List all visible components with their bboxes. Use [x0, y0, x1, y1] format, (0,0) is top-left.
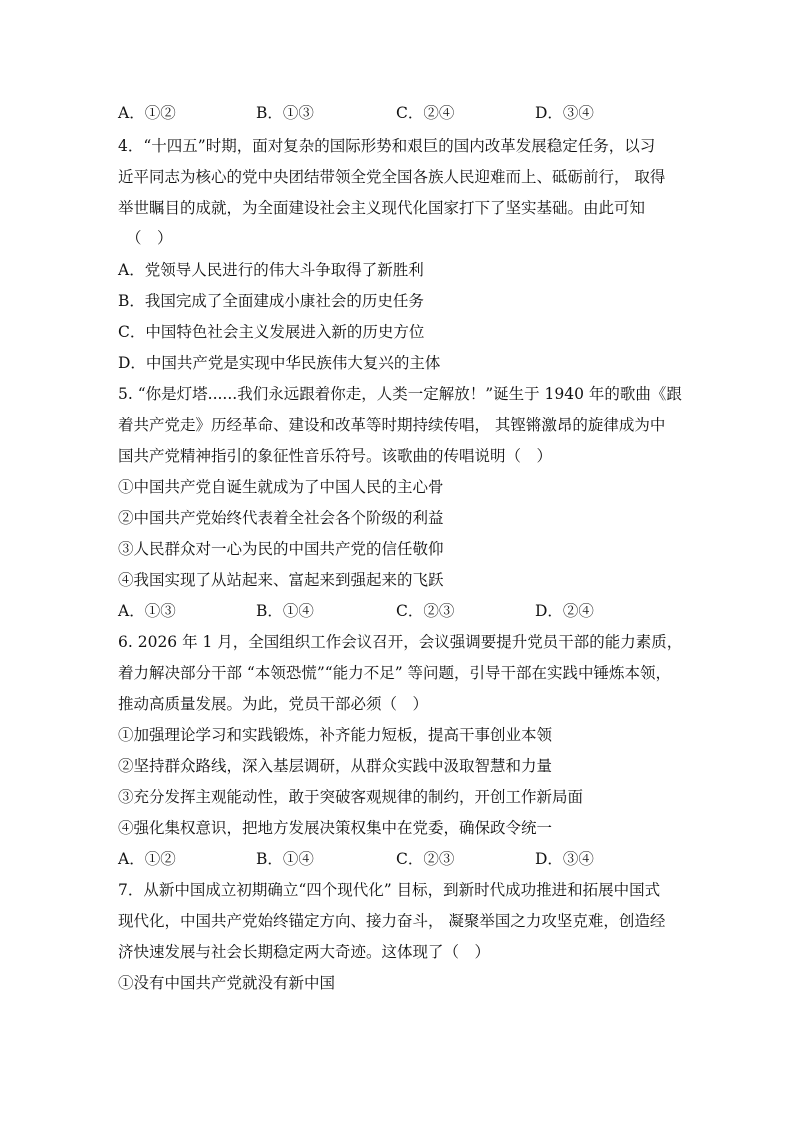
q6-stem-line-1: 6. 2026 年 1 月，全国组织工作会议召开，会议强调要提升党员干部的能力素质，	[118, 633, 683, 651]
q3-options	[118, 103, 678, 123]
q5-item-3: ③人民群众对一心为民的中国共产党的信任敬仰	[118, 540, 444, 558]
q4-choice-b[interactable]: B．我国完成了全面建成小康社会的历史任务	[118, 292, 424, 310]
q7-stem-line-3: 济快速发展与社会长期稳定两大奇迹。这体现了（ ）	[118, 943, 491, 961]
q4-choice-a[interactable]: A．党领导人民进行的伟大斗争取得了新胜利	[118, 261, 424, 279]
q6-item-4: ④强化集权意识，把地方发展决策权集中在党委，确保政令统一	[118, 819, 553, 837]
q5-stem-line-1: 5. “你是灯塔......我们永远跟着你走，人类一定解放！”诞生于 1940 年的歌曲《跟	[118, 385, 682, 403]
q6-option-c[interactable]: C．②③	[396, 850, 455, 868]
q6-item-1: ①加强理论学习和实践锻炼，补齐能力短板，提高干事创业本领	[118, 726, 553, 744]
q5-stem-line-2: 着共产党走》历经革命、建设和改革等时期持续传唱， 其铿锵激昂的旋律成为中	[118, 416, 666, 434]
q7-stem-line-2: 现代化，中国共产党始终锚定方向、接力奋斗， 凝聚举国之力攻坚克难，创造经	[118, 912, 666, 930]
q4-choice-d[interactable]: D．中国共产党是实现中华民族伟大复兴的主体	[118, 354, 441, 372]
q4-answer-blank: （ ）	[126, 229, 173, 247]
q3-option-d[interactable]: D．③④	[535, 104, 594, 122]
q6-stem-line-3: 推动高质量发展。为此，党员干部必须（ ）	[118, 695, 429, 713]
q5-option-c[interactable]: C．②③	[396, 602, 455, 620]
q5-options	[118, 601, 678, 621]
q4-stem-line-2: 近平同志为核心的党中央团结带领全党全国各族人民迎难而上、砥砺前行， 取得	[118, 168, 666, 186]
q6-options	[118, 849, 678, 869]
q3-option-c[interactable]: C．②④	[396, 104, 455, 122]
q6-option-a[interactable]: A．①②	[118, 850, 176, 868]
q5-option-d[interactable]: D．②④	[535, 602, 594, 620]
q6-option-d[interactable]: D．③④	[535, 850, 594, 868]
q5-option-b[interactable]: B．①④	[256, 602, 314, 620]
q6-option-b[interactable]: B．①④	[256, 850, 314, 868]
q6-stem-line-2: 着力解决部分干部 “本领恐慌”“能力不足” 等问题，引导干部在实践中锤炼本领，	[118, 664, 672, 682]
q7-stem-line-1: 7．从新中国成立初期确立“四个现代化” 目标，到新时代成功推进和拓展中国式	[118, 881, 661, 899]
q4-stem-line-1: 4．“十四五”时期，面对复杂的国际形势和艰巨的国内改革发展稳定任务，以习	[118, 137, 656, 155]
q5-item-1: ①中国共产党自诞生就成为了中国人民的主心骨	[118, 478, 444, 496]
q5-item-2: ②中国共产党始终代表着全社会各个阶级的利益	[118, 509, 444, 527]
q4-choice-c[interactable]: C．中国特色社会主义发展进入新的历史方位	[118, 323, 425, 341]
q5-stem-line-3: 国共产党精神指引的象征性音乐符号。该歌曲的传唱说明（ ）	[118, 447, 553, 465]
q3-option-b[interactable]: B．①③	[256, 104, 314, 122]
q5-item-4: ④我国实现了从站起来、富起来到强起来的飞跃	[118, 571, 444, 589]
q4-stem-line-3: 举世瞩目的成就，为全面建设社会主义现代化国家打下了坚实基础。由此可知	[118, 199, 646, 217]
q7-item-1: ①没有中国共产党就没有新中国	[118, 974, 336, 992]
q5-option-a[interactable]: A．①③	[118, 602, 176, 620]
q3-option-a[interactable]: A．①②	[118, 104, 176, 122]
q6-item-2: ②坚持群众路线，深入基层调研，从群众实践中汲取智慧和力量	[118, 757, 553, 775]
q6-item-3: ③充分发挥主观能动性，敢于突破客观规律的制约，开创工作新局面	[118, 788, 584, 806]
